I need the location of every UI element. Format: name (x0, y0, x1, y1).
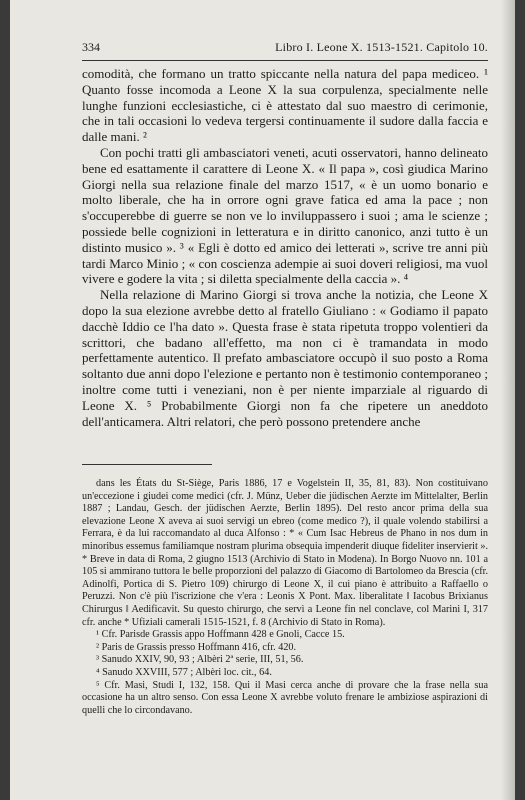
footnote-5: ⁵ Cfr. Masi, Studi I, 132, 158. Qui il Masi cerca anche di provare che la frase nella sua occasione ha un altro senso. Con essa Leone X avrebbe voluto frenare le ambiziose aspirazioni di quelli che lo circondavano. (82, 679, 488, 716)
footnote-rule (82, 464, 212, 465)
footnote-2: ² Paris de Grassis presso Hoffmann 416, cfr. 420. (96, 641, 297, 653)
header-rule (82, 60, 488, 61)
footnote-continuation: dans les États du St-Siège, Paris 1886, 17 e Vogelstein II, 35, 81, 83). Non costituivano un'eccezione i giudei come medici (cfr. J. Münz, Ueber die jüdischen Aerzte im Mittelalter, Berlin 1887 ; Landau, Gesch. der jüdischen Aerzte, Berlin 1895). Del resto ancor prima della sua elevazione Leone X aveva ai suoi servigi un ebreo (come medico ?), il quale volendo stabilirsi a Ferrara, è da lui raccomandato al duca Alfonso : * « Cum Isac Hebreus de Phano in nos dum in minoribus essemus familiamque nostram plurima obsequia impenderit diuque fideliter inservierit ». * Breve in data di Roma, 2 giugno 1513 (Archivio di Stato in Modena). In Borgo Nuovo nn. 101 a 105 si ammirano tuttora le belle proporzioni del palazzo di Giacomo di Bartolomeo da Brescia (cfr. Adinolfi, Portica di S. Pietro 109) chirurgo di Leone X, il cui piano è attribuito a Raffaello o Peruzzi. Non c'è più l'iscrizione che v'era : Leonis X Pont. Max. liberalitate ‖ Iacobus Brixianus Chirurgus ‖ Aedificavit. Su questo chirurgo, che servì a Leone fin nel conclave, col Marini I, 317 cfr. anche * Ufiziali camerali 1515-1521, f. 8 (Archivio di Stato in Roma). (82, 478, 488, 628)
footnote-4: ⁴ Sanudo XXVIII, 577 ; Albèri loc. cit., 64. (96, 666, 272, 678)
page-edge-shadow (501, 0, 515, 800)
book-page (10, 0, 515, 800)
footnote-3: ³ Sanudo XXIV, 90, 93 ; Albèri 2ª serie, III, 51, 56. (96, 654, 304, 666)
main-text (82, 66, 488, 429)
page-number: 334 (82, 40, 100, 54)
footnote-1: ¹ Cfr. Parisde Grassis appo Hoffmann 428 e Gnoli, Cacce 15. (96, 629, 345, 641)
paragraph-2: Con pochi tratti gli ambasciatori veneti, acuti osservatori, hanno delineato bene ed esattamente il carattere di Leone X. « Il papa », così giudica Marino Giorgi nella sua relazione finale del marzo 1517, « è un uomo bonario e molto liberale, che ha in orrore ogni grave fatica ed ama la pace ; non s'occuperebbe di guerre se non ve lo inviluppassero i suoi ; ama le scienze ; possiede belle cognizioni in letteratura e in diritto canonico, anzi tutto è un distinto musico ». ³ « Egli è dotto ed amico dei letterati », scrive tre anni più tardi Marco Minio ; « con coscienza adempie ai suoi doveri religiosi, ma vuol vivere e godere la vita ; si diletta specialmente della caccia ». ⁴ (82, 144, 488, 287)
paragraph-3: Nella relazione di Marino Giorgi si trova anche la notizia, che Leone X dopo la sua elezione avrebbe detto al fratello Giuliano : « Godiamo il papato dacchè Iddio ce l'ha dato ». Questa frase è stata ripetuta troppo volentieri da scrittori, che badano all'effetto, ma non ci è tramandata in modo perfettamente autentico. Il prefato ambasciatore occupò il suo posto a Roma soltanto due anni dopo l'elezione e pertanto non è testimonio contemporaneo ; inoltre come tutti i veneziani, non è per niente imparziale al riguardo di Leone X. ⁵ Probabilmente Giorgi non fa che ripetere un aneddoto dell'anticamera. Altri relatori, che però possono pretendere anche (82, 287, 488, 429)
page-header (82, 40, 488, 56)
running-head: Libro I. Leone X. 1513-1521. Capitolo 10. (275, 40, 488, 54)
paragraph-1: comodità, che formano un tratto spiccante nella natura del papa mediceo. ¹ Quanto fosse incomoda a Leone X la sua corpulenza, specialmente nelle lunghe funzioni ecclesiastiche, ci è attestato dal suo maestro di cerimonie, che in tali occasioni lo vedeva tergersi continuamente il sudore dalla faccia e dalle mani. ² (82, 66, 488, 145)
footnotes (82, 478, 488, 717)
